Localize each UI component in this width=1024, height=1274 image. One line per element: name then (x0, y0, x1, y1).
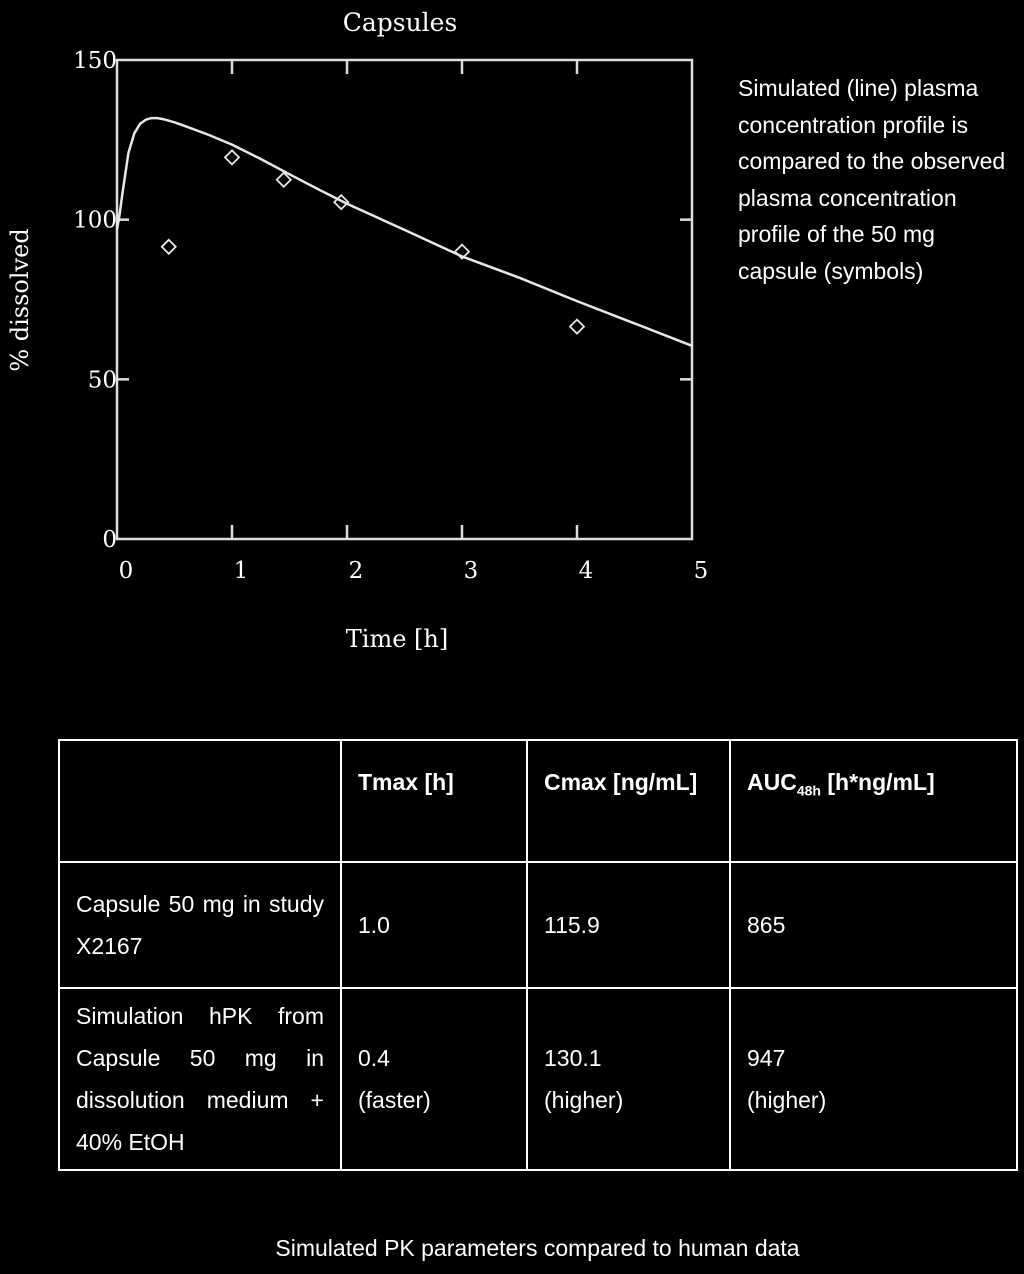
x-axis-label: Time [h] (345, 625, 449, 653)
header-cmax: Cmax [ng/mL] (527, 740, 730, 862)
y-tick-label: 100 (73, 207, 117, 234)
x-tick-label: 4 (578, 558, 594, 584)
table-row (59, 988, 1017, 1170)
pk-parameters-table (58, 739, 1018, 1171)
cell-cmax-value: 130.1 (544, 1045, 602, 1071)
chart-annotation: Simulated (line) plasma concentration profile is compared to the observed plasma concentration profile of the 50 mg capsule (symbols) (738, 75, 1006, 284)
observed-point (225, 150, 239, 164)
cell-auc (730, 988, 1017, 1170)
x-tick-label: 0 (118, 558, 134, 584)
figure-caption: Simulated PK parameters compared to human data (275, 1235, 800, 1261)
header-auc-sub: 48h (796, 782, 821, 799)
cell-tmax (341, 988, 527, 1170)
header-auc-main: AUC (747, 769, 797, 795)
header-auc (730, 740, 1017, 862)
y-tick-label: 150 (73, 48, 117, 74)
header-auc-unit: [h*ng/mL] (820, 769, 935, 795)
y-axis-label: % dissolved (6, 228, 34, 372)
cell-auc-note: (higher) (747, 1087, 827, 1113)
cell-auc: 865 (730, 862, 1017, 988)
row-label: Simulation hPK from Capsule 50 mg in dissolution medium + 40% EtOH (59, 988, 341, 1170)
chart-title: Capsules (342, 8, 458, 37)
y-tick-label: 50 (87, 367, 117, 394)
table-row (59, 862, 1017, 988)
cell-tmax-value: 0.4 (358, 1045, 390, 1071)
cell-cmax: 115.9 (527, 862, 730, 988)
cell-cmax (527, 988, 730, 1170)
header-tmax: Tmax [h] (341, 740, 527, 862)
x-tick-label: 5 (693, 558, 709, 584)
cell-auc-value: 947 (747, 1045, 786, 1071)
row-label: Capsule 50 mg in study X2167 (59, 862, 341, 988)
cell-tmax-note: (faster) (358, 1087, 431, 1113)
observed-point (570, 320, 584, 334)
x-tick-label: 2 (348, 558, 364, 584)
table-header-row (59, 740, 1017, 862)
simulated-line (117, 118, 692, 346)
x-tick-label: 3 (463, 558, 479, 584)
x-tick-label: 1 (233, 558, 249, 584)
pk-chart (0, 0, 730, 680)
cell-cmax-note: (higher) (544, 1087, 624, 1113)
observed-point (162, 240, 176, 254)
series-layer (117, 118, 692, 346)
cell-tmax: 1.0 (341, 862, 527, 988)
header-empty-cell (59, 740, 341, 862)
y-tick-label: 0 (102, 527, 117, 553)
